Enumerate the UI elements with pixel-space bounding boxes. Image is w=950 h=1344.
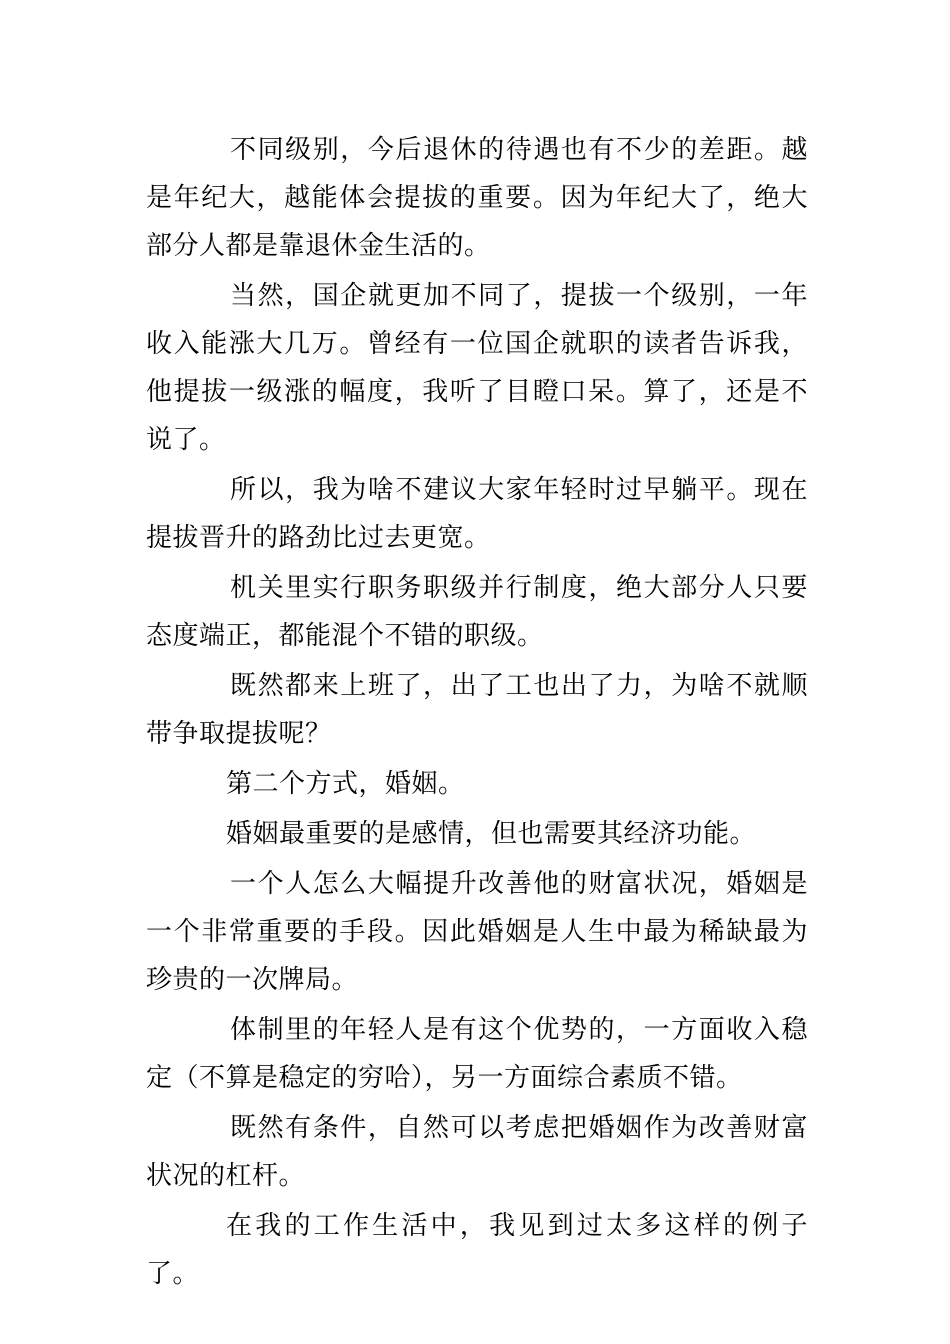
paragraph: 在我的工作生活中，我见到过太多这样的例子了。 bbox=[146, 1211, 808, 1289]
paragraph: 体制里的年轻人是有这个优势的，一方面收入稳定（不算是稳定的穷哈），另一方面综合素质不错。 bbox=[146, 1015, 808, 1093]
paragraph: 既然都来上班了，出了工也出了力，为啥不就顺带争取提拔呢？ bbox=[146, 671, 808, 749]
paragraph: 既然有条件，自然可以考虑把婚姻作为改善财富状况的杠杆。 bbox=[146, 1113, 808, 1191]
paragraph: 一个人怎么大幅提升改善他的财富状况，婚姻是一个非常重要的手段。因此婚姻是人生中最为稀缺最为珍贵的一次牌局。 bbox=[146, 869, 808, 995]
paragraph: 不同级别，今后退休的待遇也有不少的差距。越是年纪大，越能体会提拔的重要。因为年纪大了，绝大部分人都是靠退休金生活的。 bbox=[146, 135, 808, 261]
paragraph: 机关里实行职务职级并行制度，绝大部分人只要态度端正，都能混个不错的职级。 bbox=[146, 573, 808, 651]
paragraph: 婚姻最重要的是感情，但也需要其经济功能。 bbox=[226, 819, 757, 849]
paragraph: 第二个方式，婚姻。 bbox=[226, 769, 465, 799]
document-body bbox=[146, 126, 808, 1300]
paragraph: 当然，国企就更加不同了，提拔一个级别，一年收入能涨大几万。曾经有一位国企就职的读者告诉我，他提拔一级涨的幅度，我听了目瞪口呆。算了，还是不说了。 bbox=[146, 281, 808, 455]
paragraph: 所以，我为啥不建议大家年轻时过早躺平。现在提拔晋升的路劲比过去更宽。 bbox=[146, 475, 808, 553]
